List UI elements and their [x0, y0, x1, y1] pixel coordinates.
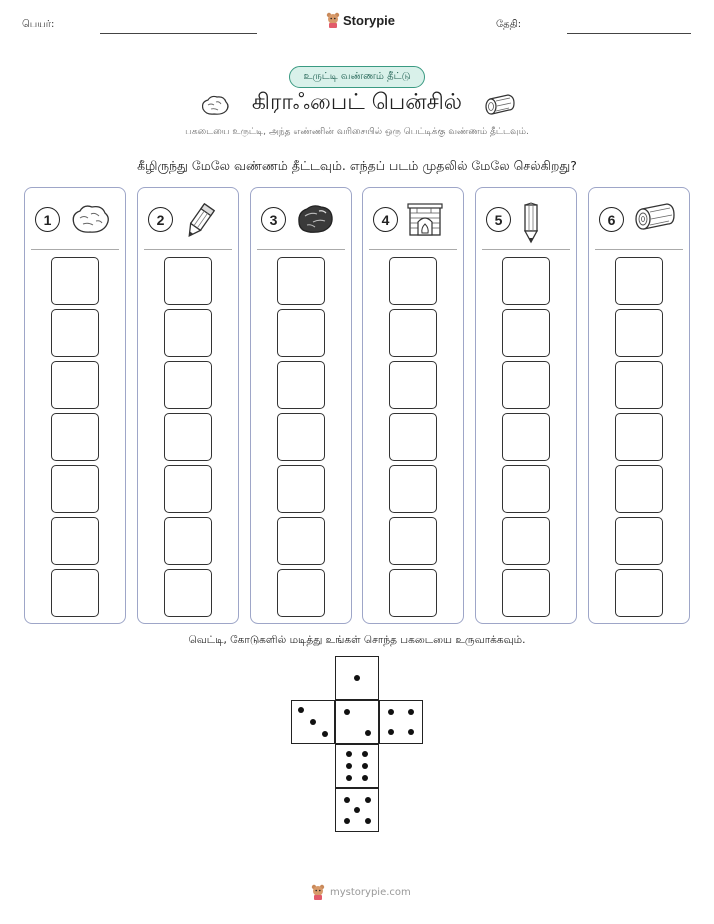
color-box[interactable] — [277, 361, 325, 409]
column-divider — [482, 249, 570, 250]
die-pip — [408, 729, 414, 735]
die-face-6 — [335, 744, 379, 788]
color-box[interactable] — [277, 257, 325, 305]
color-box[interactable] — [502, 413, 550, 461]
color-box[interactable] — [389, 517, 437, 565]
question: கீழிருந்து மேலே வண்ணம் தீட்டவும். எந்தப் படம் முதலில் மேலே செல்கிறது? — [137, 158, 577, 173]
date-field-line[interactable] — [567, 33, 691, 34]
color-box[interactable] — [615, 361, 663, 409]
color-box[interactable] — [502, 569, 550, 617]
column-header — [138, 188, 238, 250]
die-pip — [344, 797, 350, 803]
color-box[interactable] — [51, 465, 99, 513]
color-box[interactable] — [51, 413, 99, 461]
color-box[interactable] — [51, 517, 99, 565]
column-divider — [257, 249, 345, 250]
color-box[interactable] — [164, 309, 212, 357]
name-label: பெயர்: — [22, 19, 55, 30]
subtitle: பகடையை உருட்டி, அந்த எண்ணின் வரிசையில் ஒரு பெட்டிக்கு வண்ணம் தீட்டவும். — [185, 127, 529, 137]
die-face-3 — [291, 700, 335, 744]
color-box[interactable] — [51, 361, 99, 409]
die-pip — [388, 709, 394, 715]
die-pip — [354, 675, 360, 681]
die-pip — [362, 763, 368, 769]
brand-name: Storypie — [343, 12, 396, 28]
column-divider — [595, 249, 683, 250]
die-pip — [322, 731, 328, 737]
die-pip — [344, 818, 350, 824]
color-box[interactable] — [277, 465, 325, 513]
wood-log-icon — [633, 202, 677, 238]
die-pip — [365, 730, 371, 736]
pencil-sharpened-icon — [182, 202, 216, 246]
date-label: தேதி: — [496, 19, 522, 30]
die-pip — [365, 818, 371, 824]
color-box[interactable] — [51, 569, 99, 617]
die-pip — [354, 807, 360, 813]
die-face-4 — [379, 700, 423, 744]
column-number: 1 — [35, 207, 60, 232]
color-box[interactable] — [389, 413, 437, 461]
coal-lump-icon — [295, 202, 335, 240]
page-title: கிராஃபைட் பென்சில் — [251, 90, 463, 115]
pencil-icon — [520, 202, 542, 248]
die-pip — [344, 709, 350, 715]
die-instruction: வெட்டி, கோடுகளில் மடித்து உங்கள் சொந்த பகடையை உருவாக்கவும். — [188, 634, 526, 646]
footer — [310, 884, 411, 900]
color-box[interactable] — [502, 517, 550, 565]
die-pip — [362, 751, 368, 757]
color-box[interactable] — [277, 309, 325, 357]
column-divider — [144, 249, 232, 250]
die-pip — [365, 797, 371, 803]
color-box[interactable] — [164, 413, 212, 461]
die-pip — [408, 709, 414, 715]
die-pip — [298, 707, 304, 713]
color-box[interactable] — [615, 517, 663, 565]
wood-log-icon — [484, 93, 516, 117]
column-4 — [362, 187, 464, 624]
bear-mascot-icon — [310, 884, 326, 900]
kiln-furnace-icon — [407, 202, 443, 242]
color-box[interactable] — [615, 413, 663, 461]
die-face-1 — [335, 656, 379, 700]
die-pip — [310, 719, 316, 725]
color-box[interactable] — [502, 309, 550, 357]
column-2 — [137, 187, 239, 624]
color-box[interactable] — [389, 569, 437, 617]
bear-mascot-icon — [326, 12, 340, 28]
die-pip — [346, 763, 352, 769]
column-header — [251, 188, 351, 250]
color-box[interactable] — [51, 257, 99, 305]
column-6 — [588, 187, 690, 624]
color-box[interactable] — [389, 257, 437, 305]
name-field-line[interactable] — [100, 33, 257, 34]
color-box[interactable] — [502, 257, 550, 305]
column-number: 2 — [148, 207, 173, 232]
color-box[interactable] — [615, 465, 663, 513]
column-number: 5 — [486, 207, 511, 232]
color-box[interactable] — [615, 309, 663, 357]
color-box[interactable] — [615, 257, 663, 305]
color-box[interactable] — [164, 517, 212, 565]
die-pip — [346, 751, 352, 757]
column-header — [25, 188, 125, 250]
column-number: 4 — [373, 207, 398, 232]
activity-badge: உருட்டி வண்ணம் தீட்டு — [289, 66, 425, 88]
die-pip — [362, 775, 368, 781]
color-box[interactable] — [502, 361, 550, 409]
die-face-5 — [335, 788, 379, 832]
color-box[interactable] — [389, 465, 437, 513]
color-box[interactable] — [164, 569, 212, 617]
column-1 — [24, 187, 126, 624]
color-box[interactable] — [164, 465, 212, 513]
column-3 — [250, 187, 352, 624]
column-header — [363, 188, 463, 250]
die-pip — [346, 775, 352, 781]
color-box[interactable] — [164, 361, 212, 409]
color-box[interactable] — [164, 257, 212, 305]
color-box[interactable] — [615, 569, 663, 617]
graphite-rock-icon — [69, 202, 113, 240]
column-divider — [31, 249, 119, 250]
color-box[interactable] — [51, 309, 99, 357]
column-number: 3 — [261, 207, 286, 232]
column-header — [589, 188, 689, 250]
column-divider — [369, 249, 457, 250]
color-box[interactable] — [389, 309, 437, 357]
die-pip — [388, 729, 394, 735]
die-face-2 — [335, 700, 379, 744]
color-box[interactable] — [277, 569, 325, 617]
column-5 — [475, 187, 577, 624]
color-box[interactable] — [277, 413, 325, 461]
footer-url: mystorypie.com — [330, 886, 411, 898]
color-box[interactable] — [277, 517, 325, 565]
color-box[interactable] — [502, 465, 550, 513]
column-header — [476, 188, 576, 250]
brand-logo — [326, 12, 395, 28]
color-box[interactable] — [389, 361, 437, 409]
column-number: 6 — [599, 207, 624, 232]
